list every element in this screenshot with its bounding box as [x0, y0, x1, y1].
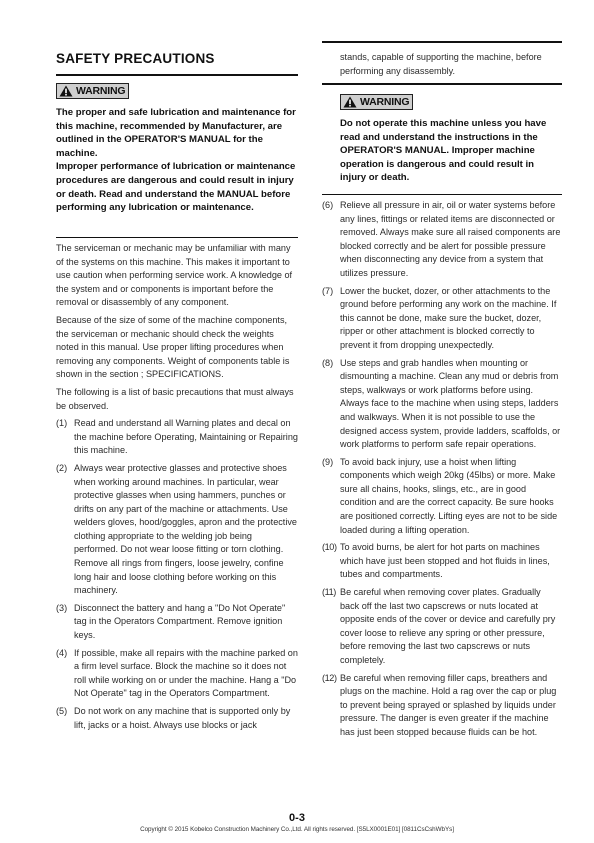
intro-paragraph-1: The serviceman or mechanic may be unfamiliar with many of the systems on this machine. This makes it important to use caution when performing service work. A knowledge of the system and or components is important before the removal or disassembly of any component. — [56, 243, 293, 308]
warning-label: WARNING — [360, 96, 410, 108]
continuation-text: stands, capable of supporting the machine, before performing any disassembly. — [340, 52, 542, 76]
list-item: (6) Relieve all pressure in air, oil or water systems before any lines, fittings or related items are disconnected or removed. Always make sure all raised components are blocked correctly and be alert for possible pressure when disconnecting any device from a system that utilizes pressure. — [322, 200, 561, 278]
list-item: (5) Do not work on any machine that is supported only by lift, jacks or a hoist. Always use blocks or jack — [56, 706, 291, 730]
warning-badge-2 — [340, 94, 413, 113]
warning-triangle-icon — [343, 96, 357, 108]
warning-triangle-icon — [59, 85, 73, 97]
intro-paragraph-3: The following is a list of basic precautions that must always be observed. — [56, 386, 294, 411]
precautions-list-left — [56, 417, 298, 732]
warning-1-paragraph-1: The proper and safe lubrication and maintenance for this machine, recommended by Manufacturer, are outlined in the OPERATOR'S MANUAL for the machine. — [56, 107, 296, 159]
list-item: (4) If possible, make all repairs with the machine parked on a firm level surface. Block the machine so it does not roll while working on or under the machine. Hang a "Do Not Operate" tag in the Operators Compartment. — [56, 647, 298, 699]
intro-paragraph-2: Because of the size of some of the machine components, the serviceman or mechanic should check the weights noted in this manual. Use proper lifting procedures when removing any components. Weight of components table is shown in the section ; SPECIFICATIONS. — [56, 314, 290, 380]
precautions-list-right — [322, 199, 562, 740]
list-item: (10) To avoid burns, be alert for hot parts on machines which have just been stopped and hot fluids in lines, tubes and compartments. — [322, 542, 550, 580]
list-item: (1) Read and understand all Warning plates and decal on the machine before Operating, Maintaining or Repairing this machine. — [56, 418, 298, 456]
list-item: (2) Always wear protective glasses and protective shoes when working around machines. In particular, wear protective glasses when using hammers, punches or drifts on any part of the machine or attachments. Use welders gloves, hood/goggles, apron and the protective clothing appropriate to the welding job being performed. Do not wear loose fitting or torn clothing. Remove all rings from fingers, loose jewelry, confine long hair and loose clothing before working on this machinery. — [56, 462, 297, 596]
copyright-notice: Copyright © 2015 Kobelco Construction Machinery Co.,Ltd. All rights reserved. [S5LX0001E01] [0811CsCshWbYs] — [140, 826, 454, 833]
list-item: (7) Lower the bucket, dozer, or other attachments to the ground before performing any work on the machine. If this cannot be done, make sure the bucket, dozer, ripper or other attachment is blocked correctly to prevent it from dropping unexpectedly. — [322, 285, 557, 350]
page-title: SAFETY PRECAUTIONS — [56, 51, 215, 66]
title-rule — [56, 74, 298, 76]
list-item: (12) Be careful when removing filler caps, breathers and plugs on the machine. Hold a rag over the cap or plug to prevent being sprayed or splashed by liquids under pressure. The danger is even greater if the machine has just been stopped because fluids can be hot. — [322, 672, 557, 737]
list-item: (9) To avoid back injury, use a hoist when lifting components which weigh 20kg (45lbs) or more. Make sure all chains, hooks, slings, etc., are in good condition and are the correct capacity. Be sure hooks are positioned correctly. Lifting eyes are not to be side loaded during a lifting operation. — [322, 456, 558, 535]
list-item: (8) Use steps and grab handles when mounting or dismounting a machine. Clean any mud or debris from steps, walkways or work platforms before using. Always face to the machine when using steps, ladders and walkways. When it is not possible to use the designed access system, provide ladders, scaffolds, or work platforms to perform safe repair operations. — [322, 357, 561, 450]
warning-2-top-rule — [322, 83, 562, 85]
list-item: (11) Be careful when removing cover plates. Gradually back off the last two capscrews or nuts located at opposite ends of the cover or device and carefully pry cover loose to relieve any spring or other pressure, before removing the last two capscrews or nuts completely. — [322, 587, 556, 665]
warning-1-paragraph-2: Improper performance of lubrication or maintenance procedures are dangerous and could result in injury or death. Read and understand the MANUAL before performing any lubrication or maintenance. — [56, 161, 296, 214]
warning-badge-1 — [56, 83, 129, 102]
warning-1-rule — [56, 237, 298, 238]
warning-label: WARNING — [76, 85, 126, 97]
list-item: (3) Disconnect the battery and hang a "Do Not Operate" tag in the Operators Compartment. Remove ignition keys. — [56, 602, 286, 641]
warning-2-paragraph: Do not operate this machine unless you have read and understand the instructions in the OPERATOR'S MANUAL. Improper machine operation is dangerous and could result in injury or death. — [340, 118, 547, 184]
page-number: 0-3 — [289, 812, 305, 824]
top-rule — [322, 41, 562, 43]
